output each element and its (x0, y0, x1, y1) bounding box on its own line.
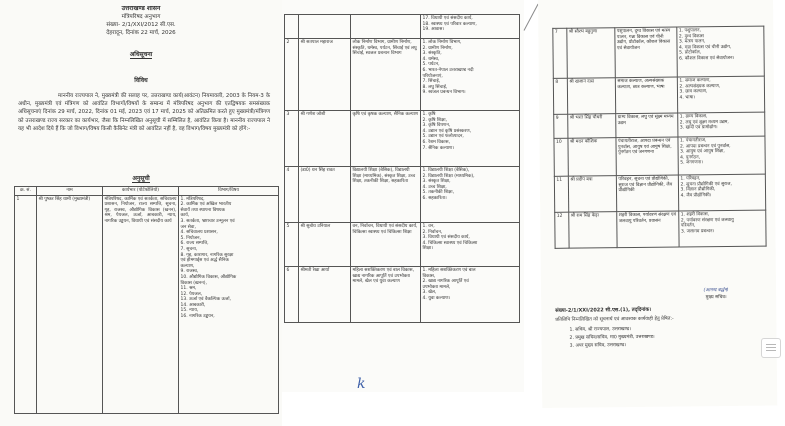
cell-departments (678, 174, 765, 211)
list-item: 3. जलागम प्रबन्धन। (680, 228, 715, 235)
list-item: 2. कृषि शिक्षा, (422, 117, 447, 123)
cell-name: (डा0) धन सिंह रावत (299, 167, 351, 223)
cell-departments (677, 76, 764, 113)
cell-serial: 10 (554, 138, 568, 176)
cell-name: श्री पुष्कर सिंह धामी (मुख्यमंत्री) (37, 195, 103, 413)
list-item: 1. पंचायतीराज, (679, 138, 707, 144)
list-item: 5. तकनीकी शिक्षा, (422, 190, 455, 196)
list-item: 3. कृषि विपणन, (422, 123, 451, 129)
cell-name: श्री खजान दास (567, 78, 615, 115)
list-item: 4. पुनर्गठन, (680, 155, 701, 161)
table-header-row (15, 187, 279, 196)
list-item: 6. सहकारिता। (422, 195, 447, 201)
list-item: 7. सैनिक कल्याण। (422, 145, 455, 151)
cell-serial: 1 (15, 195, 37, 413)
list-item: 8. गृह, कारागार, नागरिक सुरक्षा (180, 252, 234, 258)
list-item: कल्याण, (180, 263, 195, 269)
list-item: 4. भाषा। (679, 95, 696, 101)
cell-name: श्री प्रदीप बत्रा (568, 176, 616, 213)
cell-name: श्री सौरभ बहुगुणा (567, 28, 616, 78)
cell-portfolio: शहरी विकास, पर्यावरण संरक्षण एवं जलवायु परिवर्तन, प्रवासन (617, 211, 679, 248)
govt-heading: उत्तराखण्ड शासन (121, 5, 161, 12)
list-item: 4. सचिवालय प्रशासन, (180, 230, 218, 236)
list-item: 6. भारत-नेपाल उत्तराखण्ड नदी (422, 67, 474, 73)
list-item: 4. चिकित्सा स्वास्थ्य एवं चिकित्सा (422, 240, 478, 246)
list-item: विकास (खनन), (180, 280, 207, 286)
list-item: 3. आयुष एवं आयुष शिक्षा, (680, 149, 725, 155)
list-item: 2. सूचना प्रौद्योगिकी एवं सुराज, (680, 181, 732, 188)
list-item: 15. न्याय, (180, 308, 199, 314)
list-item: 1. कृषि (422, 112, 436, 117)
cell-departments (421, 111, 520, 167)
header-name: नाम (37, 187, 103, 196)
list-item: 6. कौशल विकास एवं सेवायोजन। (679, 55, 735, 62)
cell-departments (179, 195, 279, 413)
list-item: 5. नियोजन, (180, 235, 201, 241)
list-item: 5. जनगणना। (680, 160, 703, 166)
signatory-name: (आनन्द बर्द्धन) (703, 288, 729, 294)
list-item: 2. पर्यावरण संरक्षण एवं जलवायु (680, 217, 734, 224)
list-item: 3. विज्ञान प्रौद्योगिकी, (680, 187, 716, 193)
table-row (553, 26, 765, 78)
cell-serial: 8 (553, 78, 567, 114)
list-item: 13. ऊर्जा एवं वैकल्पिक ऊर्जा, (180, 297, 231, 303)
list-item: 6. राज्य सम्पत्ति, (180, 241, 209, 247)
list-item: 2. निर्वाचन, (422, 229, 443, 235)
page-edge-line (524, 4, 539, 31)
cell-departments (421, 167, 520, 223)
cell-serial: 5 (285, 223, 299, 267)
list-item: 1. पशुपालन, (678, 28, 701, 34)
list-item: विकास, (422, 273, 436, 279)
list-item: 6. रेशम विकास, (422, 139, 451, 145)
list-item: 1. महिला सशक्तिकरण एवं बाल (422, 268, 476, 273)
list-item: 4. उच्च शिक्षा, (422, 184, 447, 190)
header-serial: क्र. सं. (15, 187, 37, 196)
list-item: 1. शहरी विकास, (680, 212, 710, 218)
table-row (554, 174, 765, 212)
signatory-title: मुख्य सचिव। (705, 295, 727, 301)
list-item: 2. अल्पसंख्यक कल्याण, (679, 83, 721, 90)
list-item: 1. वन, (422, 224, 435, 229)
notification-page-2 (282, 0, 524, 392)
cell-portfolio: महिला सशक्तिकरण एवं बाल विकास, खाद्य नागरिक आपूर्ति एवं उपभोक्ता मामले, खेल एवं युवा कल्याण (351, 267, 421, 323)
schedule-table-continued (284, 14, 520, 323)
cell-portfolio: परिवहन, सूचना एवं प्रौद्योगिकी, सुराज एवं विज्ञान प्रौद्योगिकी, जैव प्रौद्योगिकी (616, 175, 678, 212)
table-row (285, 39, 520, 111)
list-item: 4. जैव प्रौद्योगिकी। (680, 192, 712, 199)
list-item: 4. गन्ना विकास एवं चीनी उद्योग, (678, 44, 732, 51)
cell-portfolio: मंत्रिपरिषद, कार्मिक एवं सतर्कता, सचिवालय प्रशासन, नियोजन, राज्य सम्पत्ति, सूचना, गृह, राजस्व, औद्योगिक विकास (खनन), श्रम, पेयजल, ऊर्जा, आबकारी, न्याय, नागरिक उड्डयन, विधायी एवं संसदीय कार्य (103, 195, 179, 413)
list-item: 3. मत्स्य पालन, (678, 39, 706, 45)
reference-number: संख्या- 2/1/XXI/2012 सी.एस. (106, 22, 176, 28)
dept-heading: मंत्रिपरिषद अनुभाग (121, 14, 161, 20)
list-item: 1. समाज कल्याण, (679, 78, 711, 84)
cell-name: श्री गणेश जोशी (299, 111, 351, 167)
cell-serial: 6 (285, 267, 299, 323)
cell-name (299, 15, 351, 39)
copy-item-2: 2. प्रमुख सचिव/सचिव, मा0 मुख्यमंत्री, उत्तराखण्ड। (569, 334, 655, 341)
cell-departments (678, 136, 765, 175)
notification-page-3 (538, 0, 777, 408)
list-item: शिक्षा। (422, 246, 433, 252)
copy-item-3: 3. अपर मुख्य सचिव, उत्तराखण्ड। (569, 343, 627, 349)
list-item: 2. आपदा प्रबन्धन एवं पुनर्वास, (680, 143, 731, 150)
list-item: 8. लघु सिंचाई, (422, 84, 448, 90)
list-item: 7. सूचना, (180, 246, 198, 252)
subject: विविध (134, 77, 148, 84)
handwritten-mark: k (357, 376, 366, 392)
cell-serial: 3 (285, 111, 299, 167)
list-item: 2. लघु एवं सूक्ष्म मध्यम उद्यम, (679, 119, 729, 126)
list-item: 3. सतर्कता, भ्रष्टाचार उन्मूलन एवं (180, 218, 235, 224)
list-item: 2. दुग्ध विकास (678, 33, 704, 40)
table-row (15, 195, 279, 413)
cell-portfolio: पशुपालन, दुग्ध विकास एवं मत्स्य पालन, गन्ना विकास एवं चीनी उद्योग, प्रोटोकॉल, कौशल विकास एवं सेवायोजन (615, 27, 678, 78)
notification-body: माननीय राज्यपाल ने, मुख्यमंत्री की सलाह पर, उत्तराखण्ड कार्य(आवंटन) नियमावली, 2003 के नियम-3 के अधीन, मुख्यमंत्री एवं मंत्रिगण को आवंटित विभागों/विषयों के सम्बन्ध में मंत्रिपरिषद अनुभाग की एतद्विषयक समसंख्यक अधिसूचनाएं दिनांक 29 मार्च, 2022, दिनांक 01 मई, 2023 एवं 17 मार्च, 2025 को अतिक्रमित करते हुए मुख्यमंत्री/मंत्रिगण को उत्तराखण्ड राज्य सरकार का कार्यभार, जैसा कि निम्नलिखित अनुसूची में सम्मिलित है, आवंटित किया है। माननीय राज्यपाल ने यह भी आदेश दिये हैं कि जो विभाग/विषय किसी कैबिनेट मंत्री को आवंटित नहीं है, वह विभाग/विषय मुख्यमंत्री को होंगे:- (18, 93, 270, 132)
schedule-table (14, 186, 279, 414)
cell-portfolio: कृषि एवं कृषक कल्याण, सैनिक कल्याण (351, 111, 421, 167)
notice-title: अधिसूचना (129, 51, 153, 58)
cell-name: श्री सुबोध उनियाल (299, 223, 351, 267)
table-row (285, 267, 520, 323)
table-row (285, 223, 520, 267)
copy-reference: संख्या-2/1/XXI/2022 सी.एस.(1), तद्‌दिनांक। (555, 306, 652, 314)
viewer-menu-handle[interactable] (761, 338, 781, 358)
cell-departments (679, 210, 766, 247)
cell-name: श्री भरत सिंह चौधरी (568, 114, 616, 139)
list-item: 3. विधायी एवं संसदीय कार्य, (422, 235, 470, 241)
cell-departments (421, 39, 520, 111)
cell-name: श्रीमती रेखा आर्या (299, 267, 351, 323)
list-item: 5. पर्यटन, (422, 62, 440, 68)
list-item: 11. श्रम, (180, 286, 197, 292)
list-item: 4. युवा कल्याण। (422, 295, 451, 301)
table-row (554, 136, 765, 176)
list-item: 1. ग्राम्य विकास, (679, 114, 708, 120)
copy-item-1: 1. सचिव, श्री राज्यपाल, उत्तराखण्ड। (569, 327, 632, 333)
list-item: परियोजनाएं, (422, 73, 443, 79)
table-row (553, 76, 764, 114)
schedule-table-final (552, 26, 766, 249)
list-item: 9. राजस्व, (180, 269, 199, 275)
list-item: 14. आबकारी, (180, 302, 206, 308)
cell-serial (285, 15, 299, 39)
cell-serial: 11 (554, 176, 568, 212)
header-portfolio: कार्यभार (पोर्टफोलियो) (103, 187, 179, 196)
schedule-title: अनुसूची (132, 175, 150, 182)
list-item: 2. कार्मिक एवं अखिल भारतीय (180, 202, 232, 208)
list-item: 18. स्वास्थ्य एवं परिवार कल्याण, (422, 21, 477, 27)
cell-serial: 9 (554, 114, 568, 138)
list-item: 4. उद्यान एवं कृषि प्रसंस्करण, (422, 128, 472, 134)
cell-name: श्री मदन कौशिक (568, 138, 616, 177)
cell-departments (421, 223, 520, 267)
list-item: 2. विद्यालयी शिक्षा (माध्यमिक), (422, 173, 475, 179)
list-item: सेवायें तथा स्थापना विषयक (180, 207, 225, 213)
place-date: देहरादून, दिनांक 22 मार्च, 2026 (106, 30, 176, 36)
list-item: 17. विधायी एवं संसदीय कार्य, (422, 16, 473, 21)
list-item: 5. प्रोटोकॉल, (679, 50, 702, 56)
list-item: 9. स्वजल प्रबन्धन विभाग। (422, 90, 466, 96)
cell-departments (421, 15, 520, 39)
table-row (554, 112, 765, 138)
list-item: 12. पेयजल, (180, 291, 203, 297)
list-item: 1. परिवहन, (680, 176, 701, 182)
cell-portfolio: पंचायतीराज, आपदा प्रबन्धन एवं पुनर्वास, आयुष एवं आयुष शिक्षा, पुनर्गठन एवं जनगणना (616, 137, 678, 176)
cell-departments (678, 112, 765, 137)
list-item: 1. विद्यालयी शिक्षा (बेसिक), (422, 168, 470, 173)
list-item: 5. उद्यान एवं फलोत्पादन, (422, 134, 464, 140)
list-item: जन सेवा, (180, 224, 196, 230)
list-item: 3. संस्कृति, (422, 51, 442, 57)
list-item: 3. छात्र कल्याण, (679, 89, 708, 95)
cell-serial: 7 (553, 28, 568, 78)
list-item: 1. लोक निर्माण विभाग, (422, 40, 462, 45)
list-item: 3. खादी एवं ग्रामोद्योग। (679, 125, 718, 131)
header-departments: विभाग/विषय (179, 187, 279, 196)
cell-portfolio: ग्राम्य विकास, लघु एवं सूक्ष्म मध्यम उद्यम (616, 113, 678, 138)
list-item: 10. औद्योगिक विकास, औद्योगिक (180, 274, 237, 280)
cell-portfolio: विद्यालयी शिक्षा (बेसिक), विद्यालयी शिक्षा (माध्यमिक), संस्कृत शिक्षा, उच्च शिक्षा, तकनीकी शिक्षा, सहकारिता (351, 167, 421, 223)
cell-portfolio: वन, निर्वाचन, विधायी एवं संसदीय कार्य, चिकित्सा स्वास्थ्य एवं चिकित्सा शिक्षा (351, 223, 421, 267)
list-item: 2. ग्रामीण निर्माण, (422, 45, 453, 51)
list-item: कार्य, (180, 213, 190, 219)
list-item: 2. खाद्य नागरिक आपूर्ति एवं (422, 279, 469, 285)
cell-name: श्री राम सिंह केड़ा (569, 212, 617, 249)
cell-portfolio: लोक निर्माण विभाग, ग्रामीण निर्माण, संस्कृति, धर्मस्व, पर्यटन, सिंचाई एवं लघु सिंचाई, स्वजल प्रबन्धन विभाग (351, 39, 421, 111)
list-item: 4. धर्मस्व, (422, 56, 440, 62)
list-item: 16. नागरिक उड्डयन, (180, 314, 215, 320)
notification-page-1 (0, 0, 282, 426)
cell-serial: 4 (285, 167, 299, 223)
list-item: 1. मंत्रिपरिषद, (180, 196, 205, 202)
cell-departments (421, 267, 520, 323)
cell-departments (677, 26, 765, 77)
list-item: एवं होमगार्ड्स एवं अर्द्ध सैनिक (180, 258, 229, 264)
cell-serial: 12 (555, 212, 569, 248)
table-row (285, 15, 520, 39)
copy-intro: प्रतिलिपि निम्नलिखित को सूचनार्थ एवं आवश्यक कार्यवाही हेतु प्रेषित:- (555, 316, 674, 323)
table-row (285, 167, 520, 223)
list-item: 3. खेल, (422, 290, 437, 296)
list-item: 3. संस्कृत शिक्षा, (422, 179, 451, 185)
cell-portfolio (351, 15, 421, 39)
list-item: 7. सिंचाई, (422, 79, 441, 85)
list-item: उपभोक्ता मामले, (422, 284, 451, 290)
table-row (285, 111, 520, 167)
cell-serial: 2 (285, 39, 299, 111)
cell-portfolio: समाज कल्याण, अल्पसंख्यक कल्याण, छात्र कल्याण, भाषा (615, 77, 677, 114)
table-row (555, 210, 766, 248)
list-item: 19. आवास। (422, 27, 445, 33)
cell-name: श्री सतपाल महाराज (299, 39, 351, 111)
list-item: परिवर्तन, (680, 223, 696, 229)
